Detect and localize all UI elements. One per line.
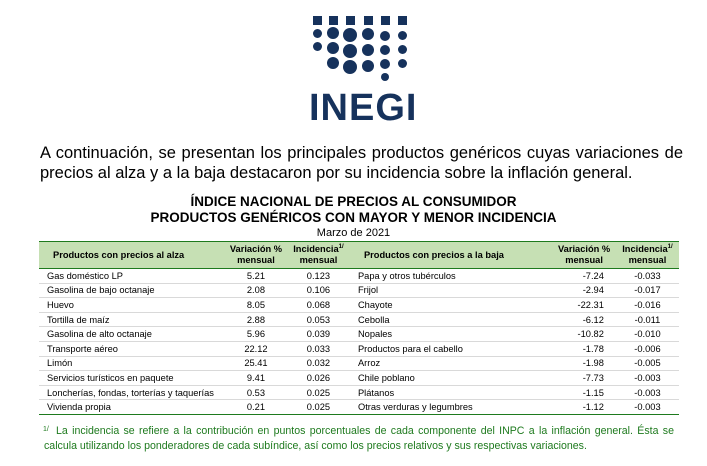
down-product: Plátanos (350, 385, 552, 400)
down-variation: -1.78 (552, 341, 616, 356)
footnote (44, 424, 674, 454)
down-variation: -7.24 (552, 269, 616, 284)
down-variation: -7.73 (552, 371, 616, 386)
up-variation: 8.05 (225, 298, 287, 313)
up-product: Servicios turísticos en paquete (39, 371, 225, 386)
up-incidence: 0.025 (287, 385, 350, 400)
up-product: Gas doméstico LP (39, 269, 225, 284)
down-incidence: -0.033 (616, 269, 679, 284)
up-variation: 2.88 (225, 312, 287, 327)
down-incidence: -0.010 (616, 327, 679, 342)
down-product: Frijol (350, 283, 552, 298)
intro-paragraph: A continuación, se presentan los principales productos genéricos cuyas variaciones de precios al alza y a la baja destacaron por su incidencia sobre la inflación general. (40, 144, 683, 182)
up-incidence: 0.068 (287, 298, 350, 313)
report-date: Marzo de 2021 (316, 227, 391, 239)
down-incidence: -0.003 (616, 385, 679, 400)
up-product: Loncherías, fondas, torterías y taquerías (39, 385, 225, 400)
header-down-products: Productos con precios a la baja (350, 242, 552, 269)
down-incidence: -0.011 (616, 312, 679, 327)
up-incidence: 0.123 (287, 269, 350, 284)
up-variation: 0.53 (225, 385, 287, 400)
down-product: Nopales (350, 327, 552, 342)
table-row (39, 356, 679, 371)
up-variation: 5.21 (225, 269, 287, 284)
header-up-variation: Variación % mensual (225, 242, 287, 269)
up-variation: 9.41 (225, 371, 287, 386)
inegi-logo-mark (311, 14, 411, 84)
header-down-incidence-unit: mensual (628, 255, 667, 265)
down-product: Otras verduras y legumbres (350, 400, 552, 415)
up-incidence: 0.033 (287, 341, 350, 356)
up-product: Tortilla de maíz (39, 312, 225, 327)
header-up-products: Productos con precios al alza (39, 242, 225, 269)
down-incidence: -0.016 (616, 298, 679, 313)
inegi-logo (309, 14, 418, 129)
table-row (39, 269, 679, 284)
table-row (39, 298, 679, 313)
header-down-incidence (616, 242, 679, 269)
table-row (39, 283, 679, 298)
up-incidence: 0.026 (287, 371, 350, 386)
down-product: Chile poblano (350, 371, 552, 386)
footnote-mark: 1/ (43, 426, 49, 433)
down-variation: -6.12 (552, 312, 616, 327)
up-product: Vivienda propia (39, 400, 225, 415)
down-product: Productos para el cabello (350, 341, 552, 356)
down-variation: -22.31 (552, 298, 616, 313)
header-up-incidence (287, 242, 350, 269)
up-incidence: 0.039 (287, 327, 350, 342)
up-product: Limón (39, 356, 225, 371)
header-down-incidence-label: Incidencia (622, 244, 668, 254)
down-incidence: -0.003 (616, 400, 679, 415)
down-incidence: -0.006 (616, 341, 679, 356)
table-row (39, 400, 679, 415)
up-incidence: 0.032 (287, 356, 350, 371)
header-up-incidence-note: 1/ (338, 244, 344, 250)
header-down-variation: Variación % mensual (552, 242, 616, 269)
down-incidence: -0.003 (616, 371, 679, 386)
table-title: ÍNDICE NACIONAL DE PRECIOS AL CONSUMIDOR (190, 194, 517, 209)
up-variation: 22.12 (225, 341, 287, 356)
down-variation: -10.82 (552, 327, 616, 342)
footnote-text: La incidencia se refiere a la contribución en puntos porcentuales de cada componente del INPC a la inflación general. Ésta se calcula utilizando los ponderadores de cada subíndice, así como los precios relativos y sus respectivas variaciones. (44, 425, 674, 452)
table-row (39, 327, 679, 342)
up-incidence: 0.053 (287, 312, 350, 327)
table-row (39, 371, 679, 386)
up-product: Gasolina de alto octanaje (39, 327, 225, 342)
inegi-wordmark: INEGI (309, 87, 418, 129)
up-variation: 0.21 (225, 400, 287, 415)
down-variation: -1.12 (552, 400, 616, 415)
down-incidence: -0.005 (616, 356, 679, 371)
incidence-table (39, 241, 679, 415)
down-product: Chayote (350, 298, 552, 313)
header-up-incidence-label: Incidencia (293, 244, 339, 254)
table-header-row (39, 242, 679, 269)
up-product: Gasolina de bajo octanaje (39, 283, 225, 298)
up-incidence: 0.106 (287, 283, 350, 298)
down-product: Cebolla (350, 312, 552, 327)
down-variation: -1.15 (552, 385, 616, 400)
table-row (39, 341, 679, 356)
up-variation: 25.41 (225, 356, 287, 371)
header-down-incidence-note: 1/ (667, 244, 673, 250)
up-incidence: 0.025 (287, 400, 350, 415)
down-product: Papa y otros tubérculos (350, 269, 552, 284)
down-product: Arroz (350, 356, 552, 371)
down-variation: -2.94 (552, 283, 616, 298)
up-product: Huevo (39, 298, 225, 313)
down-variation: -1.98 (552, 356, 616, 371)
up-variation: 5.96 (225, 327, 287, 342)
up-product: Transporte aéreo (39, 341, 225, 356)
up-variation: 2.08 (225, 283, 287, 298)
table-row (39, 385, 679, 400)
table-row (39, 312, 679, 327)
header-up-incidence-unit: mensual (299, 255, 338, 265)
down-incidence: -0.017 (616, 283, 679, 298)
table-subtitle: PRODUCTOS GENÉRICOS CON MAYOR Y MENOR INCIDENCIA (150, 210, 557, 225)
